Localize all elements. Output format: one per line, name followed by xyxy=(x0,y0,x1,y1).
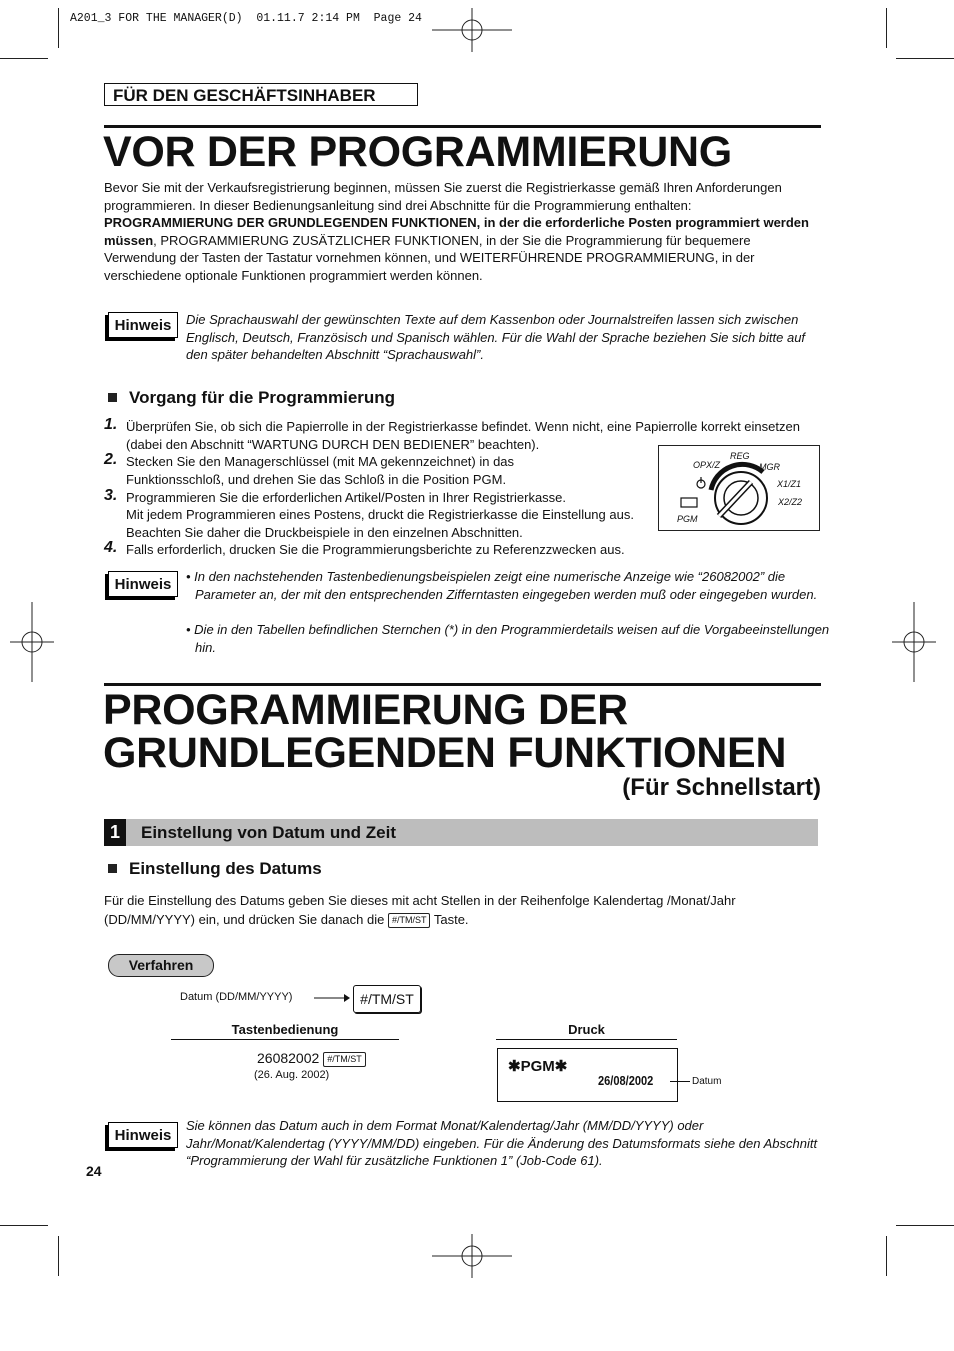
section-label-text: FÜR DEN GESCHÄFTSINHABER xyxy=(113,86,376,105)
hinweis-badge: Hinweis xyxy=(108,571,178,597)
crop-mark xyxy=(886,1236,887,1276)
step-3a: Programmieren Sie die erforderlichen Artikel/Posten in Ihrer Registrierkasse. xyxy=(126,490,567,505)
crop-mark xyxy=(896,1225,954,1226)
crop-mark xyxy=(886,8,887,48)
registration-mark-right xyxy=(892,602,936,682)
note-bullet-2: • Die in den Tabellen befindlichen Sternchen (*) in den Programmierdetails weisen auf die Vorgabeeinstellungen hin. xyxy=(186,622,830,655)
druck-header: Druck xyxy=(568,1022,605,1037)
print-header: A201_3 FOR THE MANAGER(D) 01.11.7 2:14 PM Page 24 xyxy=(70,12,422,25)
verfahren-pill xyxy=(108,954,214,977)
registration-mark-left xyxy=(10,602,54,682)
step-1: Überprüfen Sie, ob sich die Papierrolle in der Registrierkasse befindet. Wenn nicht, eine Papierrolle korrekt einsetzen (dabei den Abschnitt “WARTUNG DURCH DEN BEDIENER” beachten). xyxy=(126,419,800,452)
verfahren-label: Verfahren xyxy=(128,957,194,973)
tm-st-key-icon: #/TM/ST xyxy=(388,913,431,928)
crop-mark xyxy=(58,8,59,48)
section-subtitle: (Für Schnellstart) xyxy=(622,774,821,801)
mode-label-x2z2: X2/Z2 xyxy=(778,497,803,507)
step-number: 2. xyxy=(104,451,118,468)
date-text-b: Taste. xyxy=(430,912,469,927)
procedure-heading-text: Vorgang für die Programmierung xyxy=(129,388,396,407)
mode-label-pgm: PGM xyxy=(677,514,698,524)
mode-label-mgr: MGR xyxy=(759,462,780,472)
druck-rule xyxy=(496,1039,677,1040)
subsection-heading-text: Einstellung des Datums xyxy=(129,859,322,878)
receipt-print xyxy=(497,1048,678,1102)
mode-label-opxz: OPX/Z xyxy=(693,460,721,470)
mode-label-x1z1: X1/Z1 xyxy=(777,479,802,489)
section-title-line-1: PROGRAMMIERUNG DER xyxy=(103,686,628,734)
section-number-text: 1 xyxy=(109,822,120,842)
date-paragraph xyxy=(104,891,822,929)
section-number xyxy=(104,819,126,846)
note-language: Die Sprachauswahl der gewünschten Texte auf dem Kassenbon oder Journalstreifen lassen sich zwischen Englisch, Deutsch, Französisch und Spanisch wählen. Für die Wahl der Sprache beziehen Sie sich bitte auf den später behandelten Abschnitt “Sprachauswahl”. xyxy=(186,312,806,363)
subsection-heading xyxy=(108,859,322,879)
section-label xyxy=(104,83,418,106)
note-date-format: Sie können das Datum auch in dem Format Monat/Kalendertag/Jahr (MM/DD/YYYY) oder Jahr/Monat/Kalendertag (YYYY/MM/DD) eingeben. Für die Änderung des Datumsformats siehe den Abschnitt “Programmierung der Wahl für zusätzliche Funktionen 1” (Job-Code 61). xyxy=(186,1118,818,1169)
key-sequence xyxy=(257,1050,366,1067)
step-number: 1. xyxy=(104,416,118,433)
tm-st-key-label: #/TM/ST xyxy=(360,991,414,1007)
intro-bold: PROGRAMMIERUNG DER GRUNDLEGENDEN FUNKTIONEN, in der die erforderliche Posten programmiert werden müssen xyxy=(104,215,809,248)
section-bar xyxy=(104,819,818,846)
tm-st-key xyxy=(353,985,421,1013)
crop-mark xyxy=(58,1236,59,1276)
step-number: 3. xyxy=(104,487,118,504)
registration-mark-bottom xyxy=(432,1234,512,1278)
step-4: Falls erforderlich, drucken Sie die Programmierungsberichte zu Referenzzwecken aus. xyxy=(126,542,625,557)
step-2: Stecken Sie den Managerschlüssel (mit MA gekennzeichnet) in das Funktionsschloß, und drehen Sie das Schloß in die Position PGM. xyxy=(126,454,515,487)
datum-format-label: Datum (DD/MM/YYYY) xyxy=(180,991,293,1003)
square-bullet-icon xyxy=(108,864,117,873)
entry-digits: 26082002 xyxy=(257,1050,320,1066)
receipt-pgm: ✱PGM✱ xyxy=(508,1058,568,1075)
tm-st-key-icon: #/TM/ST xyxy=(323,1052,366,1067)
date-text-a: Für die Einstellung des Datums geben Sie dieses mit acht Stellen in der Reihenfolge Kalendertag /Monat/Jahr (DD/MM/YYYY) ein, und drücken Sie danach die xyxy=(104,893,736,927)
hinweis-badge: Hinweis xyxy=(108,1122,178,1148)
receipt-callout: Datum xyxy=(692,1076,722,1087)
registration-mark-top xyxy=(432,8,512,52)
entry-note: (26. Aug. 2002) xyxy=(254,1069,330,1081)
tastenbedienung-rule xyxy=(171,1039,399,1040)
intro-paragraph xyxy=(104,179,822,285)
section-title-line-2: GRUNDLEGENDEN FUNKTIONEN xyxy=(103,729,787,777)
intro-text-2: , PROGRAMMIERUNG ZUSÄTZLICHER FUNKTIONEN, in der Sie die Programmierung für bequemere Verwendung der Tasten der Tastatur vornehmen können, und WEITERFÜHRENDE PROGRAMMIERUNG, in der verschiedene optionale Funktionen programmiert werden können. xyxy=(104,232,755,283)
callout-line xyxy=(670,1081,690,1082)
mode-label-reg: REG xyxy=(730,451,750,461)
mode-switch-illustration xyxy=(658,445,820,531)
section-bar-label: Einstellung von Datum und Zeit xyxy=(141,823,396,842)
arrow-right-icon xyxy=(314,992,350,1004)
tastenbedienung-header: Tastenbedienung xyxy=(231,1022,339,1037)
hinweis-badge: Hinweis xyxy=(108,312,178,338)
square-bullet-icon xyxy=(108,393,117,402)
intro-text-1: Bevor Sie mit der Verkaufsregistrierung beginnen, müssen Sie zuerst die Registrierkasse gemäß Ihren Anforderungen programmieren. In dieser Bedienungsanleitung sind drei Abschnitte für die Programmierung enthalten: xyxy=(104,180,782,213)
procedure-heading xyxy=(108,388,395,408)
page-title: VOR DER PROGRAMMIERUNG xyxy=(103,128,732,176)
receipt-date: 26/08/2002 xyxy=(598,1073,654,1088)
step-3b: Mit jedem Programmieren eines Postens, druckt die Registrierkasse die Einstellung aus. Beachten Sie daher die Druckbeispiele in den einzelnen Abschnitten. xyxy=(126,507,634,540)
crop-mark xyxy=(0,58,48,59)
crop-mark xyxy=(896,58,954,59)
step-number: 4. xyxy=(104,539,118,556)
page-number: 24 xyxy=(86,1163,102,1179)
crop-mark xyxy=(0,1225,48,1226)
note-bullet-1: • In den nachstehenden Tastenbedienungsbeispielen zeigt eine numerische Anzeige wie “26082002” die Parameter an, der mit den entsprechenden Zifferntasten eingegeben werden muß oder eingegeben wurden. xyxy=(186,569,818,602)
